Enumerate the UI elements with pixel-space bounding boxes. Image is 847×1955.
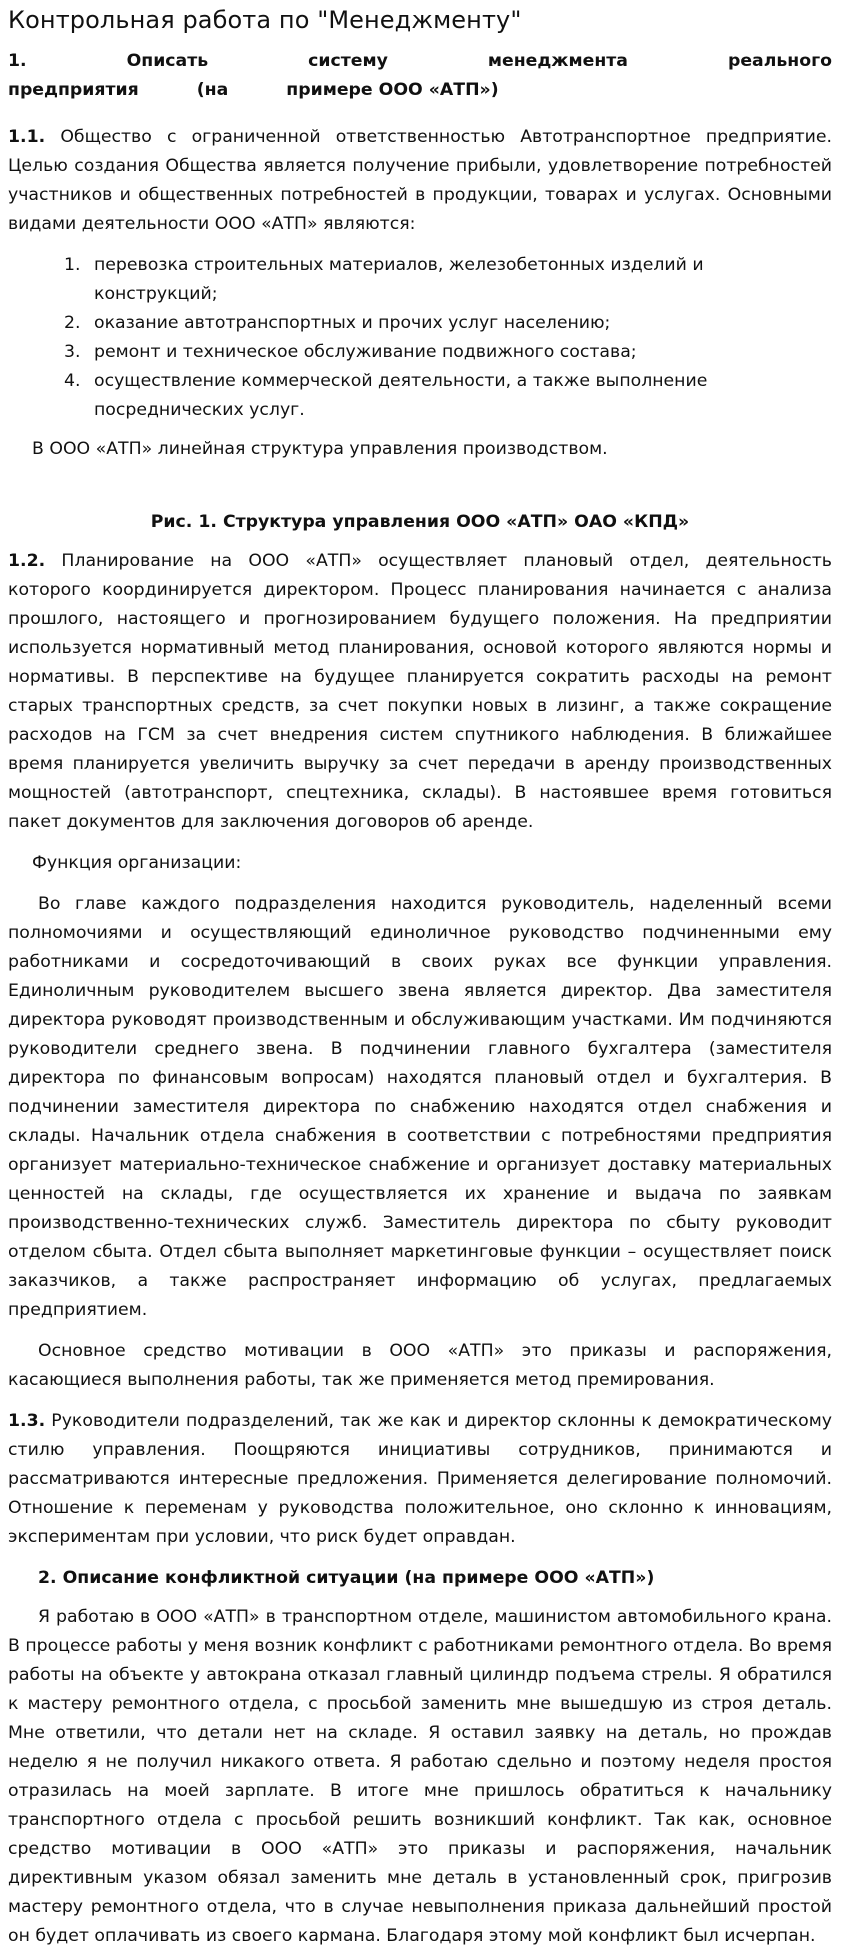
activity-item: 3. ремонт и техническое обслуживание подвижного состава;: [86, 338, 832, 367]
section-2-heading: 2. Описание конфликтной ситуации (на примере ООО «АТП»): [38, 1568, 655, 1588]
motivation-paragraph: Основное средство мотивации в ООО «АТП» это приказы и распоряжения, касающиеся выполнения работы, так же применяется метод премирования.: [8, 1341, 832, 1390]
section-1-3-text: Руководители подразделений, так же как и директор склонны к демократическому стилю управления. Поощряются инициативы сотрудников, принимаются и рассматриваются интересные предложения. Применяется делегирование полномочий. Отношение к переменам у руководства положительное, оно склонно к инновациям, экспериментам при условии, что риск будет оправдан.: [8, 1411, 832, 1547]
figure-caption: Рис. 1. Структура управления ООО «АТП» ОАО «КПД»: [150, 512, 690, 532]
paragraph-1-2: [8, 547, 832, 837]
section-1-heading-text: 1. Описать систему менеджмента реального предприятия (на: [8, 51, 832, 100]
activities-list: [8, 251, 832, 425]
activity-item: 2. оказание автотранспортных и прочих услуг населению;: [86, 309, 832, 338]
document-title: Контрольная работа по "Менеджменту": [8, 6, 522, 34]
section-1-2-text: Планирование на ООО «АТП» осуществляет плановый отдел, деятельность которого координируется директором. Процесс планирования начинается с анализа прошлого, настоящего и прогнозированием будущего положения. На предприятии используется нормативный метод планирования, основой которого являются нормы и нормативы. В перспективе на будущее планируется сократить расходы на ремонт старых транспортных средств, за счет покупки новых в лизинг, а также сокращение расходов на ГСМ за счет внедрения систем спутникого наблюдения. В ближайшее время планируется увеличить выручку за счет передачи в аренду производственных мощностей (автотранспорт, спецтехника, склады). В настоявшее время готовиться пакет документов для заключения договоров об аренде.: [8, 551, 832, 832]
section-1-1-text: Общество с ограниченной ответственностью Автотранспортное предприятие. Целью создания Общества является получение прибыли, удовлетворение потребностей участников и общественных потребностей в продукции, товарах и услугах. Основными видами деятельности ООО «АТП» являются:: [8, 127, 832, 234]
conflict-paragraph: Я работаю в ООО «АТП» в транспортном отделе, машинистом автомобильного крана. В процессе работы у меня возник конфликт с работниками ремонтного отдела. Во время работы на объекте у автокрана отказал главный цилиндр подъема стрелы. Я обратился к мастеру ремонтного отдела, с просьбой заменить мне вышедшую из строя деталь. Мне ответили, что детали нет на складе. Я оставил заявку на деталь, но прождав неделю я не получил никакого ответа. Я работаю сдельно и поэтому неделя простоя отразилась на моей зарплате. В итоге мне пришлось обратиться к начальнику транспортного отдела с просьбой решить возникший конфликт. Так как, основное средство мотивации в ООО «АТП» это приказы и распоряжения, начальник директивным указом обязал заменить мне деталь в установленный срок, пригрозив мастеру ремонтного отдела, что в случае невыполнения приказа дальнейший простой он будет оплачивать из своего кармана. Благодаря этому мой конфликт был исчерпан.: [8, 1607, 832, 1946]
paragraph-1-1: [8, 123, 832, 239]
structure-line: В ООО «АТП» линейная структура управления производством.: [32, 439, 608, 459]
section-1-3-label: 1.3.: [8, 1411, 46, 1431]
section-1-heading-tail: примере ООО «АТП»): [286, 80, 499, 100]
activity-item: 4. осуществление коммерческой деятельности, а также выполнение посреднических услуг.: [86, 367, 832, 425]
activity-item: 1. перевозка строительных материалов, железобетонных изделий и конструкций;: [86, 251, 832, 309]
org-paragraph: Во главе каждого подразделения находится руководитель, наделенный всеми полномочиями и осуществляющий единоличное руководство подчиненными ему работниками и сосредоточивающий в своих руках все функции управления. Единоличным руководителем высшего звена является директор. Два заместителя директора руководят производственным и обслуживающим участками. Им подчиняются руководители среднего звена. В подчинении главного бухгалтера (заместителя директора по финансовым вопросам) находятся плановый отдел и бухгалтерия. В подчинении заместителя директора по снабжению находятся отдел снабжения и склады. Начальник отдела снабжения в соответствии с потребностями предприятия организует материально-техническое снабжение и организует доставку материальных ценностей на склады, где осуществляется их хранение и выдача по заявкам производственно-технических служб. Заместитель директора по сбыту руководит отделом сбыта. Отдел сбыта выполняет маркетинговые функции – осуществляет поиск заказчиков, а также распространяет информацию об услугах, предлагаемых предприятием.: [8, 894, 832, 1320]
section-1-heading: [8, 47, 832, 105]
paragraph-1-3: [8, 1407, 832, 1552]
org-function-label: Функция организации:: [32, 853, 242, 873]
section-1-2-label: 1.2.: [8, 551, 46, 571]
section-1-1-label: 1.1.: [8, 127, 46, 147]
